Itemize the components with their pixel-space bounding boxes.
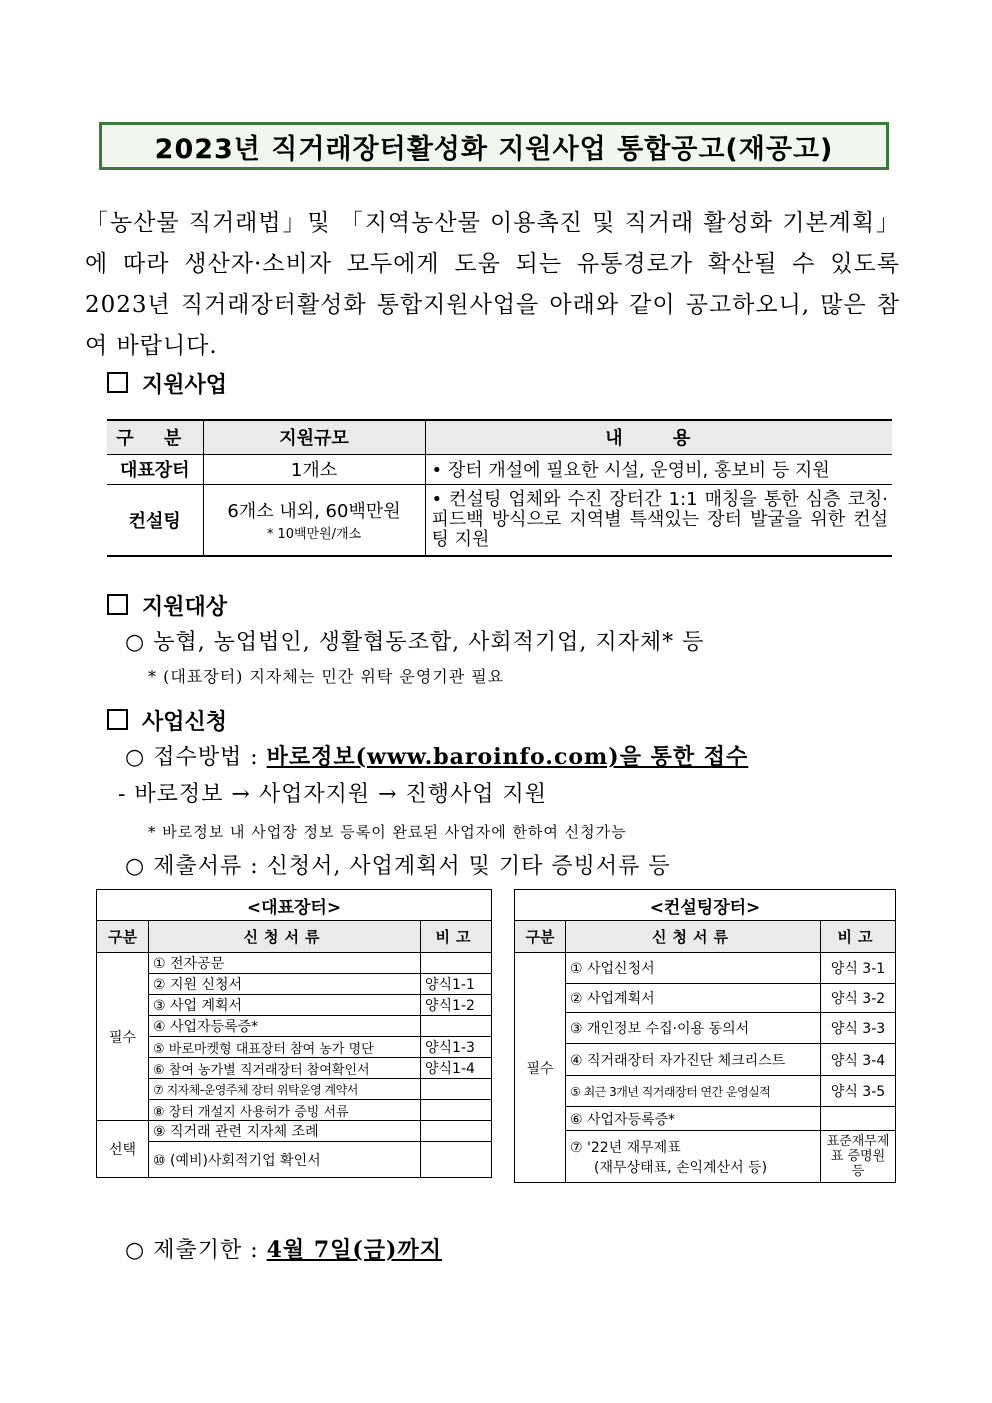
group-label: 필수 xyxy=(515,953,566,1183)
support-table xyxy=(107,419,892,557)
table-cell xyxy=(821,1107,896,1131)
table-header: 비고 xyxy=(821,921,896,953)
doc-line-sub: (재무상태표, 손익계산서 등) xyxy=(594,1159,768,1176)
table-header: 신청서류 xyxy=(149,921,421,953)
apply-path: - 바로정보 → 사업자지원 → 진행사업 지원 xyxy=(118,782,548,807)
table-cell: ⑥ 참여 농가별 직거래장터 참여확인서 xyxy=(149,1058,421,1079)
table-cell: 컨설팅 xyxy=(107,484,203,556)
table-cell: ③ 사업 계획서 xyxy=(149,995,421,1016)
table-cell: 양식1-2 xyxy=(421,995,492,1016)
table-cell: • 장터 개설에 필요한 시설, 운영비, 홍보비 등 지원 xyxy=(425,454,892,484)
table-cell: ⑥ 사업자등록증* xyxy=(566,1107,821,1131)
table-cell: 1개소 xyxy=(203,454,425,484)
checkbox-square-icon xyxy=(107,709,128,730)
table-cell: 양식 3-1 xyxy=(821,953,896,984)
deadline xyxy=(125,1233,442,1264)
section-heading-apply xyxy=(107,705,227,736)
table-cell: 양식 3-3 xyxy=(821,1013,896,1044)
apply-method-label: ○ 접수방법 : xyxy=(125,745,267,770)
group-label: 필수 xyxy=(97,953,149,1121)
table-cell: ④ 사업자등록증* xyxy=(149,1016,421,1037)
table-header: 구분 xyxy=(515,921,566,953)
section-heading-target xyxy=(107,590,227,621)
table-cell: ① 전자공문 xyxy=(149,953,421,974)
table-cell: • 컨설팅 업체와 수진 장터간 1:1 매칭을 통한 심층 코칭·피드백 방식으로 지역별 특색있는 장터 발굴을 위한 컨설팅 지원 xyxy=(425,484,892,556)
group-label: 선택 xyxy=(97,1121,149,1178)
deadline-value: 4월 7일(금)까지 xyxy=(266,1237,442,1263)
table-cell: ② 지원 신청서 xyxy=(149,974,421,995)
table-cell: ① 사업신청서 xyxy=(566,953,821,984)
scale-value: 6개소 내외, 60백만원 xyxy=(227,501,401,523)
table-cell: 양식 3-4 xyxy=(821,1044,896,1076)
table-cell: ⑨ 직거래 관련 지자체 조례 xyxy=(149,1121,421,1142)
table-header: 구분 xyxy=(97,921,149,953)
table-header: 구 분 xyxy=(107,420,203,454)
table-cell: 양식1-4 xyxy=(421,1058,492,1079)
table-cell: 양식 3-2 xyxy=(821,984,896,1013)
docs-table-consulting-market xyxy=(514,889,896,1183)
table-cell xyxy=(421,1100,492,1121)
table-cell: ② 사업계획서 xyxy=(566,984,821,1013)
table-caption: <컨설팅장터> xyxy=(515,890,896,921)
scale-note: * 10백만원/개소 xyxy=(266,527,362,543)
section-heading-label: 지원대상 xyxy=(142,595,228,620)
table-cell xyxy=(421,1142,492,1178)
table-header: 지원규모 xyxy=(203,420,425,454)
apply-note: * 바로정보 내 사업장 정보 등록이 완료된 사업자에 한하여 신청가능 xyxy=(148,823,627,841)
table-cell: ⑩ (예비)사회적기업 확인서 xyxy=(149,1142,421,1178)
deadline-label: ○ 제출기한 : xyxy=(125,1238,267,1263)
doc-line: ⑦ '22년 재무제표 xyxy=(570,1139,681,1156)
table-caption: <대표장터> xyxy=(97,890,492,921)
table-cell xyxy=(421,1121,492,1142)
intro-paragraph: 「농산물 직거래법」및 「지역농산물 이용촉진 및 직거래 활성화 기본계획」에 따라 생산자·소비자 모두에게 도움 되는 유통경로가 확산될 수 있도록 2023년 직거래장터활성화 통합지원사업을 아래와 같이 공고하오니, 많은 참여 바랍니다. xyxy=(85,210,900,359)
table-cell xyxy=(203,484,425,556)
page-title: 2023년 직거래장터활성화 지원사업 통합공고(재공고) xyxy=(99,122,889,170)
checkbox-square-icon xyxy=(107,372,128,393)
section-heading-support xyxy=(107,368,227,399)
section-heading-label: 지원사업 xyxy=(142,373,228,398)
table-cell xyxy=(421,1016,492,1037)
table-cell: 양식1-1 xyxy=(421,974,492,995)
table-header: 비고 xyxy=(421,921,492,953)
table-cell: 양식 3-5 xyxy=(821,1076,896,1107)
table-cell xyxy=(421,1079,492,1100)
table-cell: ③ 개인정보 수집·이용 동의서 xyxy=(566,1013,821,1044)
apply-method xyxy=(125,740,748,771)
apply-method-link[interactable]: 바로정보(www.baroinfo.com)을 통한 접수 xyxy=(266,744,749,770)
table-header: 내 용 xyxy=(425,420,892,454)
docs-table-main-market xyxy=(96,889,492,1178)
checkbox-square-icon xyxy=(107,594,128,615)
table-cell: 양식1-3 xyxy=(421,1037,492,1058)
table-cell: 표준재무제표 증명원 등 xyxy=(821,1131,896,1183)
table-cell: ⑧ 장터 개설지 사용허가 증빙 서류 xyxy=(149,1100,421,1121)
table-cell xyxy=(421,953,492,974)
apply-docs: ○ 제출서류 : 신청서, 사업계획서 및 기타 증빙서류 등 xyxy=(125,854,671,879)
table-cell: ⑤ 바로마켓형 대표장터 참여 농가 명단 xyxy=(149,1037,421,1058)
table-cell: ⑤ 최근 3개년 직거래장터 연간 운영실적 xyxy=(566,1076,821,1107)
table-cell: ④ 직거래장터 자가진단 체크리스트 xyxy=(566,1044,821,1076)
table-header: 신청서류 xyxy=(566,921,821,953)
target-note: * (대표장터) 지자체는 민간 위탁 운영기관 필요 xyxy=(148,667,505,686)
target-bullet: ○ 농협, 농업법인, 생활협동조합, 사회적기업, 지자체* 등 xyxy=(125,630,705,655)
table-cell: ⑦ 지자체-운영주체 장터 위탁운영 계약서 xyxy=(149,1079,421,1100)
table-cell: 대표장터 xyxy=(107,454,203,484)
table-cell xyxy=(566,1131,821,1183)
section-heading-label: 사업신청 xyxy=(142,710,228,735)
